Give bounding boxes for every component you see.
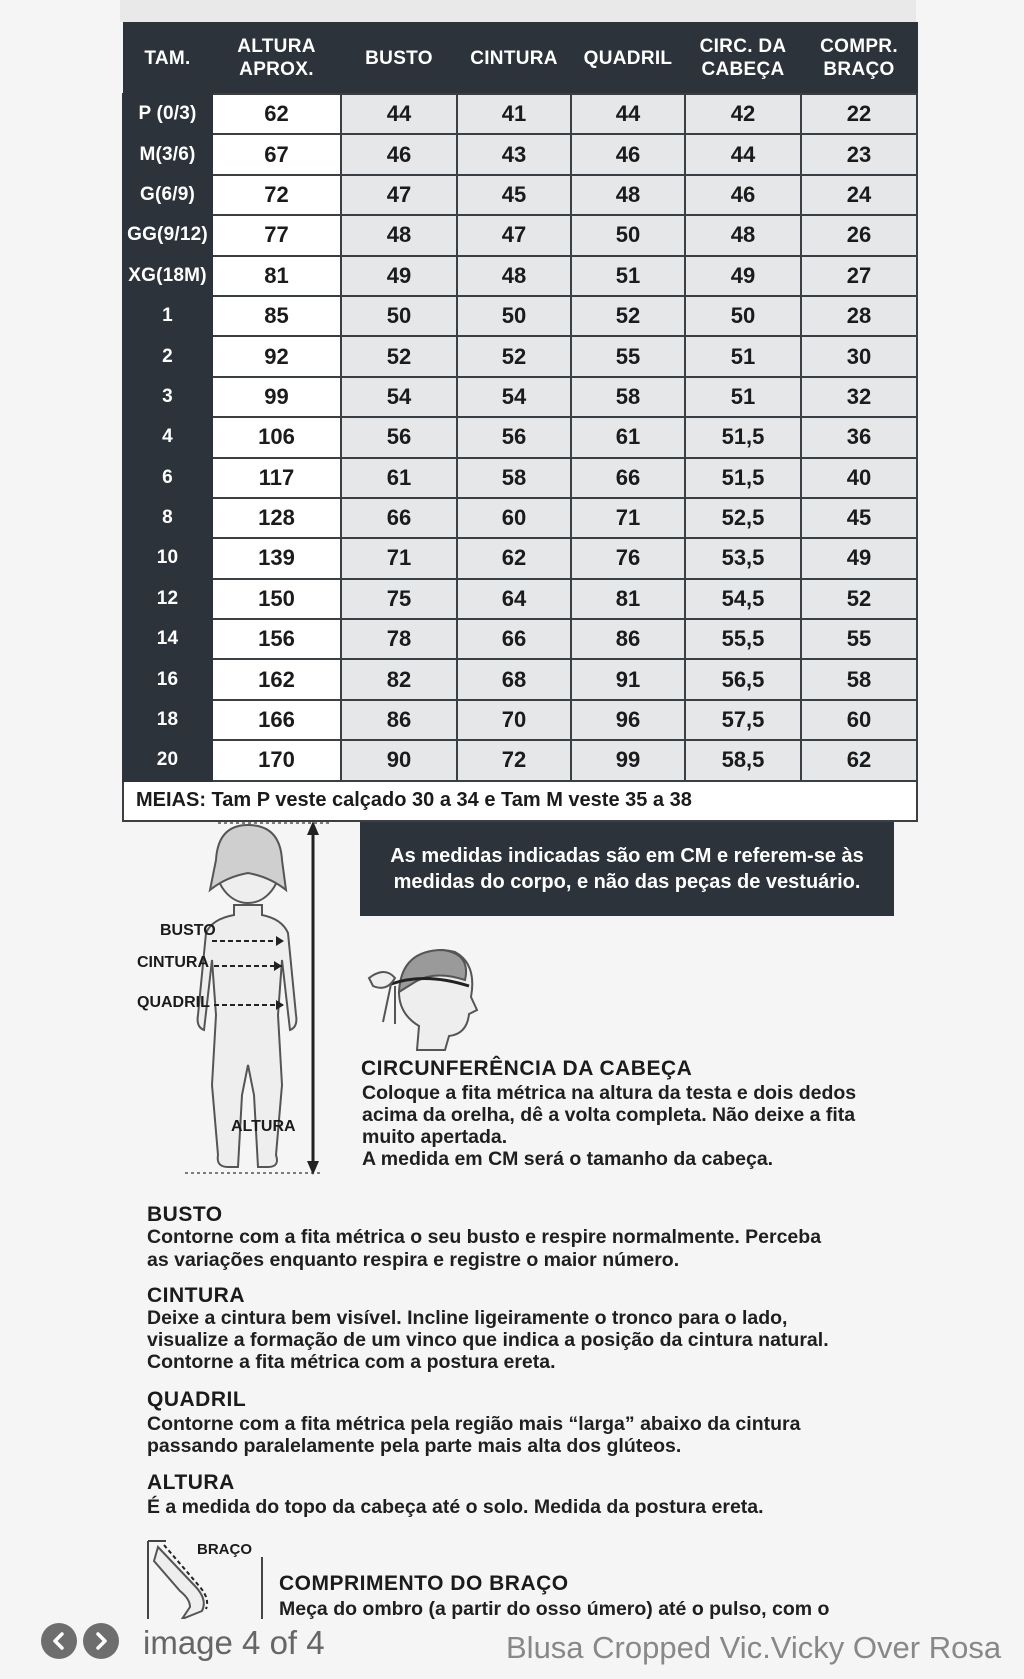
column-header: QUADRIL <box>571 23 685 95</box>
cell-altura: 106 <box>212 417 341 457</box>
head-section-line1: Coloque a fita métrica na altura da testa e dois dedos <box>362 1082 857 1104</box>
cintura-line2: visualize a formação de um vinco que indica a posição da cintura natural. <box>147 1329 829 1351</box>
table-row <box>123 175 917 215</box>
cell-cabeca: 46 <box>685 175 801 215</box>
cell-quadril: 66 <box>571 458 685 498</box>
cell-tam: 18 <box>123 700 212 740</box>
table-row <box>123 700 917 740</box>
head-measure-figure <box>365 942 485 1052</box>
cell-braco: 40 <box>801 458 917 498</box>
cell-cintura: 54 <box>457 377 571 417</box>
cell-altura: 150 <box>212 579 341 619</box>
cell-quadril: 96 <box>571 700 685 740</box>
cell-quadril: 71 <box>571 498 685 538</box>
cell-busto: 82 <box>341 659 457 699</box>
cell-quadril: 48 <box>571 175 685 215</box>
cell-braco: 49 <box>801 538 917 578</box>
cell-tam: GG(9/12) <box>123 215 212 255</box>
cell-altura: 156 <box>212 619 341 659</box>
cell-braco: 23 <box>801 134 917 174</box>
table-row <box>123 215 917 255</box>
quadril-title: QUADRIL <box>147 1388 247 1411</box>
cell-cabeca: 58,5 <box>685 740 801 780</box>
cell-cintura: 47 <box>457 215 571 255</box>
cell-busto: 47 <box>341 175 457 215</box>
cell-braco: 52 <box>801 579 917 619</box>
cell-tam: 10 <box>123 538 212 578</box>
cell-cintura: 52 <box>457 336 571 376</box>
cell-cintura: 56 <box>457 417 571 457</box>
cell-braco: 30 <box>801 336 917 376</box>
cell-tam: XG(18M) <box>123 256 212 296</box>
figure-label-busto: BUSTO <box>160 922 216 939</box>
prev-image-button[interactable] <box>41 1623 77 1659</box>
column-header: COMPR. BRAÇO <box>801 23 917 95</box>
cell-busto: 71 <box>341 538 457 578</box>
cell-quadril: 76 <box>571 538 685 578</box>
cell-tam: 2 <box>123 336 212 376</box>
cell-quadril: 51 <box>571 256 685 296</box>
chevron-left-icon <box>49 1631 69 1651</box>
head-section-line4: A medida em CM será o tamanho da cabeça. <box>362 1148 774 1170</box>
cell-cintura: 58 <box>457 458 571 498</box>
cell-braco: 60 <box>801 700 917 740</box>
cell-cintura: 41 <box>457 94 571 134</box>
size-table <box>122 22 918 822</box>
cell-tam: 6 <box>123 458 212 498</box>
braco-title: COMPRIMENTO DO BRAÇO <box>279 1572 569 1595</box>
cell-braco: 32 <box>801 377 917 417</box>
cell-altura: 117 <box>212 458 341 498</box>
cell-altura: 62 <box>212 94 341 134</box>
cintura-line1: Deixe a cintura bem visível. Incline ligeiramente o tronco para o lado, <box>147 1307 788 1329</box>
cell-quadril: 52 <box>571 296 685 336</box>
altura-line1: É a medida do topo da cabeça até o solo. Medida da postura ereta. <box>147 1496 764 1518</box>
table-row <box>123 336 917 376</box>
cell-cabeca: 51 <box>685 377 801 417</box>
cell-cintura: 68 <box>457 659 571 699</box>
figure-label-quadril: QUADRIL <box>137 994 210 1011</box>
cell-cintura: 48 <box>457 256 571 296</box>
head-section-title: CIRCUNFERÊNCIA DA CABEÇA <box>361 1057 693 1080</box>
cell-tam: M(3/6) <box>123 134 212 174</box>
cell-braco: 36 <box>801 417 917 457</box>
cell-busto: 61 <box>341 458 457 498</box>
cell-cabeca: 53,5 <box>685 538 801 578</box>
cell-braco: 45 <box>801 498 917 538</box>
cell-braco: 24 <box>801 175 917 215</box>
cell-busto: 52 <box>341 336 457 376</box>
quadril-line2: passando paralelamente pela parte mais alta dos glúteos. <box>147 1435 682 1457</box>
table-row <box>123 740 917 780</box>
cell-altura: 85 <box>212 296 341 336</box>
head-section-line2: acima da orelha, dê a volta completa. Não deixe a fita <box>362 1104 856 1126</box>
column-header: TAM. <box>123 23 212 95</box>
cell-tam: G(6/9) <box>123 175 212 215</box>
cell-cabeca: 56,5 <box>685 659 801 699</box>
table-row <box>123 94 917 134</box>
chevron-right-icon <box>91 1631 111 1651</box>
cell-busto: 56 <box>341 417 457 457</box>
cell-busto: 90 <box>341 740 457 780</box>
figure-label-cintura: CINTURA <box>137 954 209 971</box>
cell-cabeca: 55,5 <box>685 619 801 659</box>
cell-quadril: 91 <box>571 659 685 699</box>
cell-quadril: 99 <box>571 740 685 780</box>
cell-quadril: 86 <box>571 619 685 659</box>
cell-tam: P (0/3) <box>123 94 212 134</box>
cell-altura: 162 <box>212 659 341 699</box>
cell-quadril: 81 <box>571 579 685 619</box>
cell-cintura: 60 <box>457 498 571 538</box>
cell-cabeca: 42 <box>685 94 801 134</box>
cell-tam: 20 <box>123 740 212 780</box>
image-counter: image 4 of 4 <box>143 1624 325 1661</box>
cell-braco: 22 <box>801 94 917 134</box>
cell-tam: 3 <box>123 377 212 417</box>
figure-label-braco: BRAÇO <box>197 1541 252 1558</box>
cell-cabeca: 50 <box>685 296 801 336</box>
table-row <box>123 458 917 498</box>
cell-altura: 139 <box>212 538 341 578</box>
column-header: CINTURA <box>457 23 571 95</box>
cell-quadril: 58 <box>571 377 685 417</box>
cell-altura: 99 <box>212 377 341 417</box>
cell-tam: 8 <box>123 498 212 538</box>
meias-note: MEIAS: Tam P veste calçado 30 a 34 e Tam M veste 35 a 38 <box>123 781 917 821</box>
cell-cabeca: 48 <box>685 215 801 255</box>
cell-cabeca: 51,5 <box>685 417 801 457</box>
cell-cintura: 43 <box>457 134 571 174</box>
cell-braco: 58 <box>801 659 917 699</box>
cell-altura: 77 <box>212 215 341 255</box>
altura-title: ALTURA <box>147 1471 235 1494</box>
product-title[interactable]: Blusa Cropped Vic.Vicky Over Rosa <box>506 1630 1002 1665</box>
busto-title: BUSTO <box>147 1203 223 1226</box>
figure-label-altura: ALTURA <box>231 1118 296 1135</box>
table-row <box>123 498 917 538</box>
cell-cintura: 45 <box>457 175 571 215</box>
cell-altura: 67 <box>212 134 341 174</box>
cell-tam: 1 <box>123 296 212 336</box>
cell-braco: 27 <box>801 256 917 296</box>
cell-busto: 46 <box>341 134 457 174</box>
quadril-line1: Contorne com a fita métrica pela região mais “larga” abaixo da cintura <box>147 1413 801 1435</box>
cell-braco: 55 <box>801 619 917 659</box>
cell-busto: 75 <box>341 579 457 619</box>
cell-braco: 62 <box>801 740 917 780</box>
table-row <box>123 579 917 619</box>
cell-cintura: 70 <box>457 700 571 740</box>
busto-line1: Contorne com a fita métrica o seu busto e respire normalmente. Perceba <box>147 1226 822 1248</box>
busto-line2: as variações enquanto respira e registre o maior número. <box>147 1249 680 1271</box>
cell-busto: 48 <box>341 215 457 255</box>
cell-busto: 66 <box>341 498 457 538</box>
cell-busto: 44 <box>341 94 457 134</box>
cell-busto: 86 <box>341 700 457 740</box>
cell-busto: 49 <box>341 256 457 296</box>
column-header: CIRC. DA CABEÇA <box>685 23 801 95</box>
cell-cabeca: 49 <box>685 256 801 296</box>
cell-cabeca: 52,5 <box>685 498 801 538</box>
cintura-title: CINTURA <box>147 1284 245 1307</box>
cell-quadril: 61 <box>571 417 685 457</box>
next-image-button[interactable] <box>83 1623 119 1659</box>
table-row <box>123 538 917 578</box>
cell-cabeca: 44 <box>685 134 801 174</box>
cell-cintura: 62 <box>457 538 571 578</box>
cell-altura: 128 <box>212 498 341 538</box>
table-header-row <box>123 23 917 95</box>
table-body <box>123 94 917 821</box>
braco-line1: Meça do ombro (a partir do osso úmero) até o pulso, com o <box>279 1598 830 1620</box>
cell-altura: 92 <box>212 336 341 376</box>
cell-cabeca: 51,5 <box>685 458 801 498</box>
cell-braco: 26 <box>801 215 917 255</box>
measurement-notice: As medidas indicadas são em CM e referem-se às medidas do corpo, e não das peças de vestuário. <box>360 822 894 916</box>
table-row <box>123 619 917 659</box>
cell-altura: 170 <box>212 740 341 780</box>
cell-cintura: 64 <box>457 579 571 619</box>
cell-quadril: 44 <box>571 94 685 134</box>
cell-busto: 50 <box>341 296 457 336</box>
cell-quadril: 50 <box>571 215 685 255</box>
cell-altura: 72 <box>212 175 341 215</box>
cell-tam: 4 <box>123 417 212 457</box>
cell-cintura: 72 <box>457 740 571 780</box>
cell-tam: 12 <box>123 579 212 619</box>
cell-altura: 166 <box>212 700 341 740</box>
cell-cintura: 50 <box>457 296 571 336</box>
table-row <box>123 417 917 457</box>
cell-tam: 14 <box>123 619 212 659</box>
cell-quadril: 46 <box>571 134 685 174</box>
cintura-line3: Contorne a fita métrica com a postura ereta. <box>147 1351 556 1373</box>
cell-cabeca: 57,5 <box>685 700 801 740</box>
table-row <box>123 296 917 336</box>
cell-quadril: 55 <box>571 336 685 376</box>
cell-altura: 81 <box>212 256 341 296</box>
cell-busto: 78 <box>341 619 457 659</box>
table-row <box>123 134 917 174</box>
cell-tam: 16 <box>123 659 212 699</box>
cell-braco: 28 <box>801 296 917 336</box>
head-section-line3: muito apertada. <box>362 1126 508 1148</box>
table-row <box>123 377 917 417</box>
cell-busto: 54 <box>341 377 457 417</box>
column-header: BUSTO <box>341 23 457 95</box>
table-row <box>123 659 917 699</box>
table-row <box>123 256 917 296</box>
cell-cabeca: 54,5 <box>685 579 801 619</box>
cell-cintura: 66 <box>457 619 571 659</box>
cell-cabeca: 51 <box>685 336 801 376</box>
column-header: ALTURA APROX. <box>212 23 341 95</box>
